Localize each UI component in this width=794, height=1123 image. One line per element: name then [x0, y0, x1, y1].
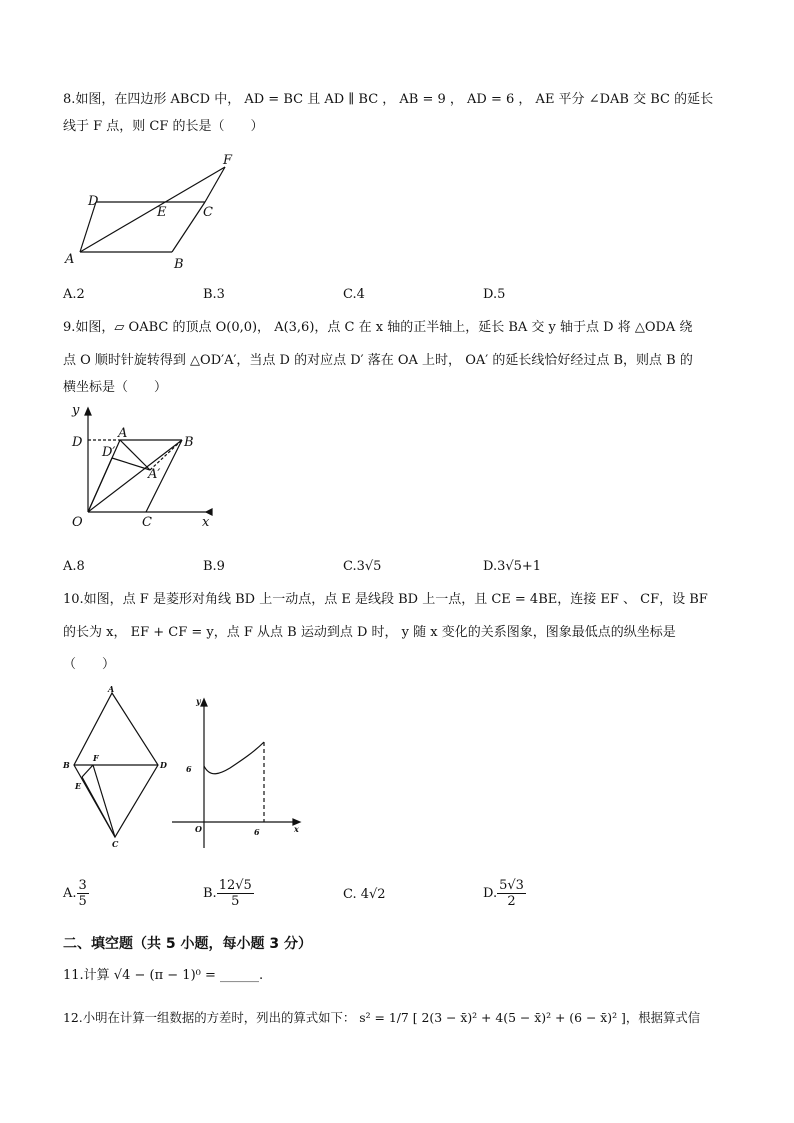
q8-label-e: E: [157, 205, 167, 220]
q9-line-1: 9.如图，▱ OABC 的顶点 O(0,0)， A(3,6)，点 C 在 x 轴的正半轴上，延长 BA 交 y 轴于点 D 将 △ODA 绕: [63, 320, 693, 335]
q9-line-2: 点 O 顺时针旋转得到 △OD′A′，当点 D 的对应点 D′ 落在 OA 上时， OA′ 的延长线恰好经过点 B，则点 B 的: [63, 353, 693, 368]
q8-option-b: B.3: [203, 287, 225, 302]
q9-label-d-prime: D′: [102, 445, 116, 460]
q9-option-d: D.3√5+1: [483, 559, 542, 574]
q10-option-d-denominator: 2: [507, 894, 516, 909]
q10-label-f: F: [93, 753, 99, 763]
q10-option-d-fraction: [497, 878, 526, 909]
q10-option-b-fraction: [217, 878, 254, 909]
q10-option-b: [203, 878, 254, 909]
q9-label-x: x: [202, 515, 210, 530]
q10-graph-label-y: y: [196, 696, 201, 706]
q10-option-a-fraction: [77, 878, 89, 909]
q12-text: 12.小明在计算一组数据的方差时，列出的算式如下： s² = 1/7 [ 2(3 − x̄)² + 4(5 − x̄)² + (6 − x̄)² ]，根据算式信: [63, 1010, 701, 1025]
q10-line-2: 的长为 x， EF + CF = y，点 F 从点 B 运动到点 D 时， y 随 x 变化的关系图象，图象最低点的纵坐标是: [63, 625, 676, 640]
q8-line-2: 线于 F 点，则 CF 的长是（ ）: [63, 119, 264, 134]
q10-option-b-prefix: B.: [203, 886, 217, 901]
q8-figure: [60, 150, 250, 275]
q10-graph-label-6-y: 6: [186, 764, 192, 774]
q9-label-b: B: [184, 435, 194, 450]
q10-option-d: [483, 878, 526, 909]
q10-label-b: B: [63, 760, 70, 770]
q9-label-a: A: [118, 426, 128, 441]
q8-option-a: A.2: [63, 287, 85, 302]
q10-option-b-denominator: 5: [231, 894, 240, 909]
q8-label-b: B: [174, 257, 184, 272]
q10-option-d-prefix: D.: [483, 886, 498, 901]
q10-graph-label-x: x: [294, 824, 299, 834]
q10-line-3: （ ）: [63, 657, 116, 672]
q9-label-y: y: [72, 403, 80, 418]
q9-label-a-prime: A′: [148, 467, 161, 482]
q9-label-d: D: [72, 435, 83, 450]
q8-option-c: C.4: [343, 287, 365, 302]
q10-graph-figure: [168, 690, 308, 850]
q11-text: 11.计算 √4 − (π − 1)⁰ = ______.: [63, 968, 264, 983]
q8-label-f: F: [223, 153, 233, 168]
q10-rhombus-figure: [60, 685, 170, 850]
q10-option-a-numerator: 3: [78, 878, 87, 893]
q10-label-a: A: [108, 685, 115, 694]
q9-label-o: O: [72, 515, 83, 530]
q8-option-d: D.5: [483, 287, 506, 302]
q8-label-a: A: [65, 252, 75, 267]
q10-option-b-numerator: 12√5: [218, 878, 252, 893]
q9-option-b: B.9: [203, 559, 225, 574]
q10-option-a-denominator: 5: [78, 894, 87, 909]
q8-line-1: 8.如图，在四边形 ABCD 中， AD = BC 且 AD ∥ BC ， AB = 9 ， AD = 6 ， AE 平分 ∠DAB 交 BC 的延长: [63, 92, 714, 107]
q8-label-d: D: [88, 194, 99, 209]
q9-option-c: C.3√5: [343, 559, 382, 574]
q9-line-3: 横坐标是（ ）: [63, 380, 168, 395]
q10-label-c: C: [112, 839, 119, 849]
q10-label-e: E: [75, 781, 82, 791]
q10-label-d: D: [160, 760, 167, 770]
q10-option-d-numerator: 5√3: [499, 878, 524, 893]
q9-label-c: C: [142, 515, 152, 530]
q10-option-a-prefix: A.: [63, 886, 77, 901]
q10-option-a: [63, 878, 89, 909]
q10-option-c: C. 4√2: [343, 887, 386, 902]
q9-option-a: A.8: [63, 559, 85, 574]
q10-graph-label-6-x: 6: [254, 827, 260, 837]
section-2-title: 二、填空题（共 5 小题，每小题 3 分）: [63, 936, 312, 952]
q10-graph-label-o: O: [195, 824, 202, 834]
q9-figure: [62, 400, 222, 535]
q8-label-c: C: [203, 205, 213, 220]
q10-line-1: 10.如图，点 F 是菱形对角线 BD 上一动点，点 E 是线段 BD 上一点，且 CE = 4BE，连接 EF 、 CF，设 BF: [63, 592, 708, 607]
